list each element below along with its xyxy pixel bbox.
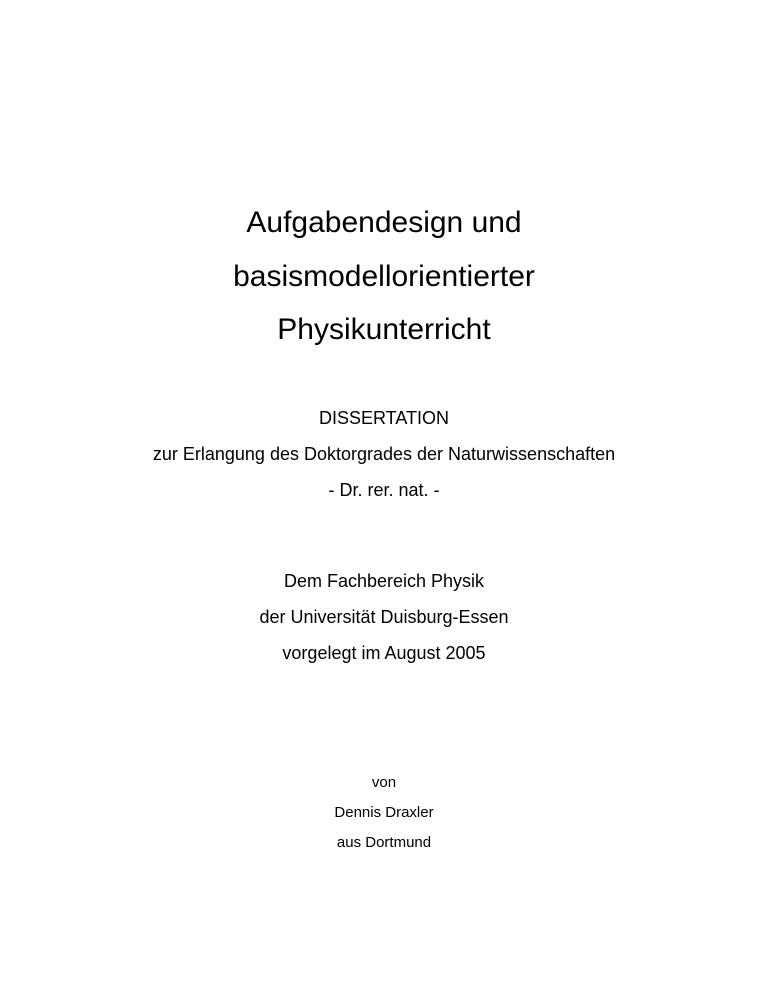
department: Dem Fachbereich Physik <box>283 571 485 591</box>
author-name: Dennis Draxler <box>334 804 434 821</box>
degree-type: DISSERTATION <box>318 408 450 428</box>
title-line-2: basismodellorientierter <box>233 260 535 293</box>
university: der Universität Duisburg-Essen <box>259 607 509 627</box>
degree-abbreviation: - Dr. rer. nat. - <box>328 480 440 500</box>
submission-date: vorgelegt im August 2005 <box>282 643 486 663</box>
degree-purpose: zur Erlangung des Doktorgrades der Naturwissenschaften <box>152 444 616 464</box>
author-prefix: von <box>371 774 397 791</box>
title-line-3: Physikunterricht <box>277 313 491 346</box>
author-origin: aus Dortmund <box>336 834 432 851</box>
title-line-1: Aufgabendesign und <box>246 206 522 239</box>
